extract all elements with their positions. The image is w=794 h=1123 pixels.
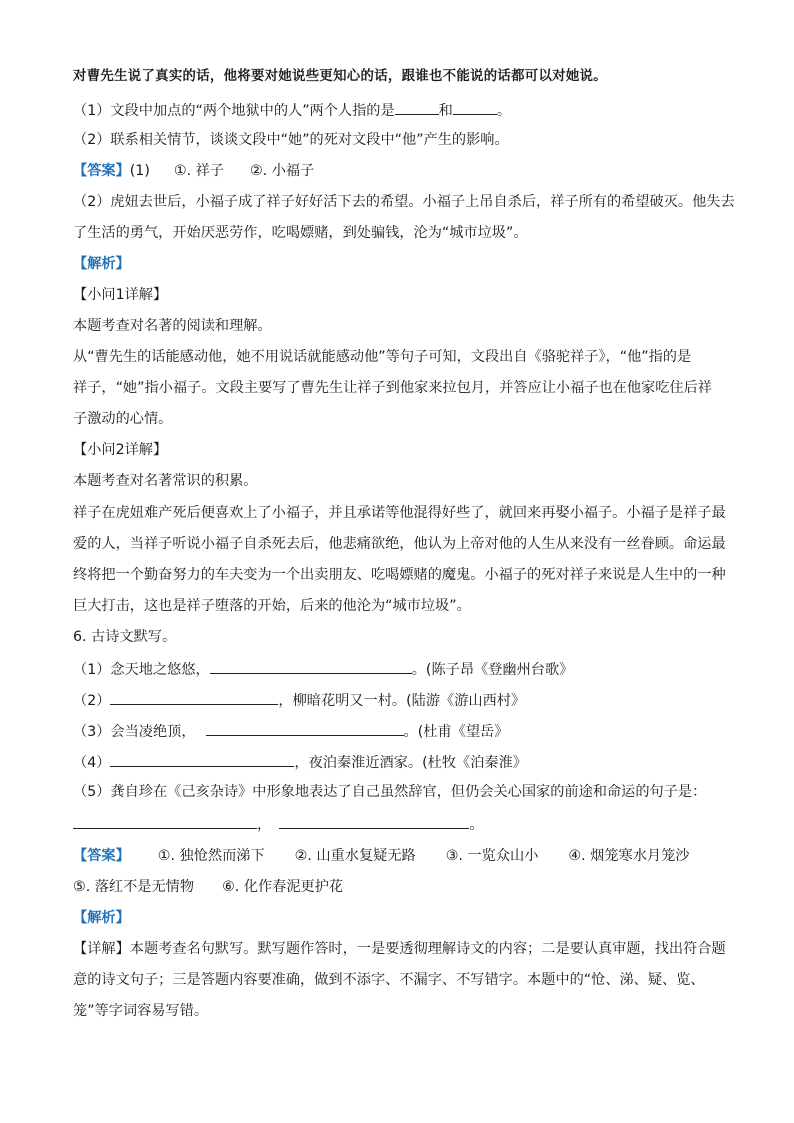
- answer-2-line: （2）虎妞去世后，小福子成了祥子好好活下去的希望。小福子上吊自杀后，祥子所有的希望破灭。他失去: [73, 194, 735, 210]
- answer-item: ②. 小福子: [250, 163, 315, 179]
- question-1: [73, 99, 733, 121]
- analysis-tag: 【解析】: [73, 256, 130, 272]
- poem-question-1: [73, 658, 733, 680]
- sub-question-1-line: 本题考查对名著的阅读和理解。: [73, 318, 272, 334]
- answer-2-line: 了生活的勇气，开始厌恶劳作，吃喝嫖赌，到处骗钱，沦为“城市垃圾”。: [73, 225, 528, 241]
- answer-blank: [279, 813, 469, 829]
- poem-question-suffix: ，夜泊秦淮近酒家。(杜牧《泊秦淮》: [294, 755, 527, 771]
- answer-blank: [453, 99, 497, 115]
- sub-question-1-line: 子激动的心情。: [73, 411, 173, 427]
- poem-question-5-blanks: [73, 813, 733, 835]
- answer-item: ⑥. 化作春泥更护花: [222, 879, 344, 895]
- poem-question-3: [73, 720, 733, 742]
- answer-tag: 【答案】: [73, 163, 130, 179]
- poem-question-prefix: （3）会当凌绝顶，: [73, 724, 196, 740]
- question-6-title: 6. 古诗文默写。: [73, 629, 177, 645]
- answer-blank: [395, 99, 439, 115]
- poem-question-suffix: 。(杜甫《望岳》: [403, 724, 509, 740]
- poem-question-suffix: ，柳暗花明又一村。(陆游《游山西村》: [278, 693, 526, 709]
- analysis-6-line: 笼”等字词容易写错。: [73, 1003, 209, 1019]
- analysis-tag: 【解析】: [73, 910, 130, 926]
- question-1-end: 。: [496, 103, 512, 119]
- answer-tag: 【答案】: [73, 848, 130, 864]
- intro-text: 对曹先生说了真实的话，他将要对她说些更知心的话，跟谁也不能说的话都可以对她说。: [73, 68, 607, 84]
- poem-question-prefix: （1）念天地之悠悠，: [73, 662, 210, 678]
- answer-blank: [210, 658, 412, 674]
- answer-item: ①. 祥子: [173, 163, 224, 179]
- answer-item: ④. 烟笼寒水月笼沙: [568, 848, 690, 864]
- sub-question-1-title: 【小问1详解】: [73, 287, 168, 303]
- sub-question-2-line: 巨大打击，这也是祥子堕落的开始，后来的他沦为“城市垃圾”。: [73, 598, 471, 614]
- question-1-prefix: （1）文段中加点的“两个地狱中的人”两个人指的是: [73, 103, 395, 119]
- period: 。: [469, 817, 484, 833]
- poem-question-5: （5）龚自珍在《己亥杂诗》中形象地表达了自己虽然辞官，但仍会关心国家的前途和命运的句子是：: [73, 784, 707, 800]
- answer-blank: [73, 813, 257, 829]
- answer-item: ⑤. 落红不是无情物: [73, 879, 195, 895]
- answer-item: ③. 一览众山小: [445, 848, 539, 864]
- sub-question-2-line: 终将把一个勤奋努力的车夫变为一个出卖朋友、吃喝嫖赌的魔鬼。小福子的死对祥子来说是人生中的一种: [73, 567, 726, 583]
- separator: ，: [257, 817, 272, 833]
- answer-number: (1): [129, 163, 150, 179]
- answer-item: ②. 山重水复疑无路: [294, 848, 416, 864]
- analysis-6-line: 意的诗文句子；三是答题内容要准确，做到不添字、不漏字、不写错字。本题中的“怆、涕、疑、览、: [73, 972, 705, 988]
- sub-question-2-line: 爱的人，当祥子听说小福子自杀死去后，他悲痛欲绝，他认为上帝对他的人生从来没有一丝眷顾。命运最: [73, 536, 726, 552]
- poem-question-prefix: （2）: [73, 693, 111, 709]
- answer-1-row: [73, 161, 733, 181]
- answer-blank: [206, 720, 404, 736]
- sub-question-2-line: 本题考查对名著常识的积累。: [73, 473, 258, 489]
- analysis-6-line: 【详解】本题考查名句默写。默写题作答时，一是要透彻理解诗文的内容；二是要认真审题，找出符合题: [73, 941, 726, 957]
- poem-question-prefix: （4）: [73, 755, 111, 771]
- answer-blank: [110, 751, 294, 767]
- answer-blank: [110, 689, 278, 705]
- sub-question-1-line: 从“曹先生的话能感动他，她不用说话就能感动他”等句子可知，文段出自《骆驼祥子》，“他”指的是: [73, 349, 692, 365]
- sub-question-2-line: 祥子在虎妞难产死后便喜欢上了小福子，并且承诺等他混得好些了，就回来再娶小福子。小福子是祥子最: [73, 505, 726, 521]
- poem-question-2: [73, 689, 733, 711]
- question-1-mid: 和: [438, 103, 453, 119]
- sub-question-1-line: 祥子，“她”指小福子。文段主要写了曹先生让祥子到他家来拉包月，并答应让小福子也在他家吃住后祥: [73, 380, 712, 396]
- poem-question-4: [73, 751, 733, 773]
- poem-question-suffix: 。(陈子昂《登幽州台歌》: [411, 662, 574, 678]
- answer-6-row-1: [73, 846, 733, 866]
- sub-question-2-title: 【小问2详解】: [73, 442, 168, 458]
- answer-item: ①. 独怆然而涕下: [157, 848, 265, 864]
- answer-6-row-2: [73, 877, 733, 897]
- question-2: （2）联系相关情节，谈谈文段中“她”的死对文段中“他”产生的影响。: [73, 132, 509, 148]
